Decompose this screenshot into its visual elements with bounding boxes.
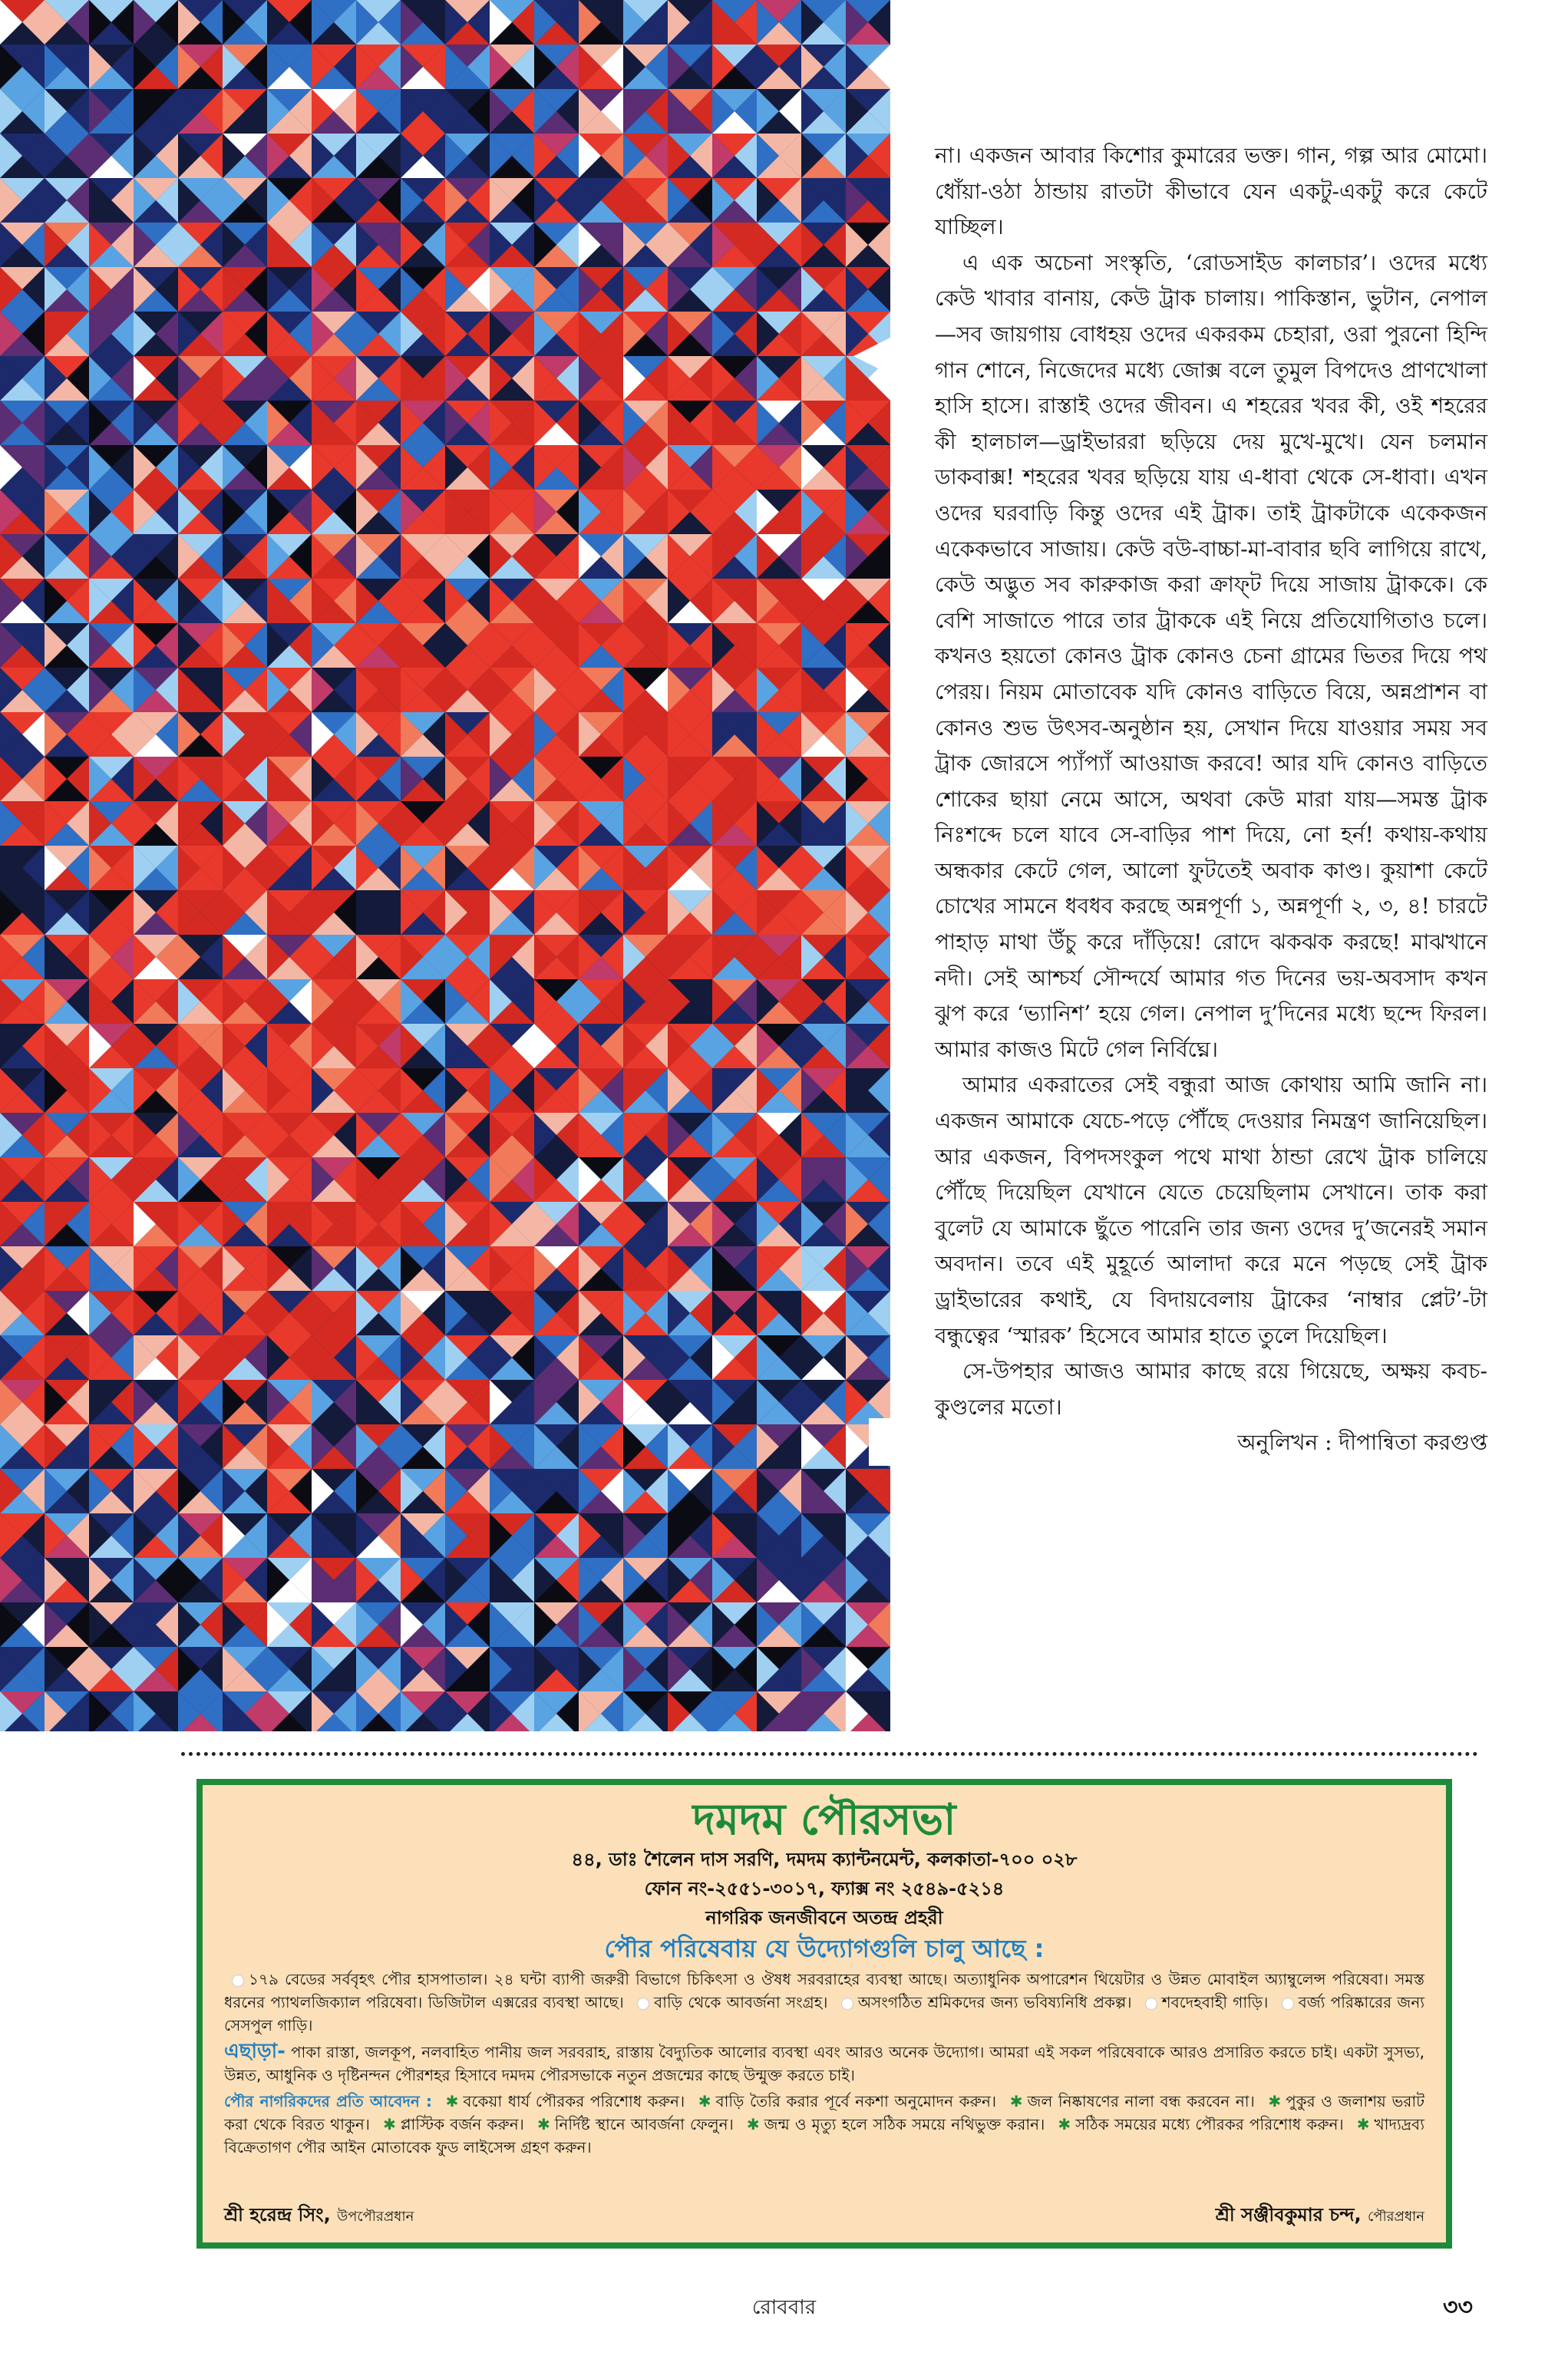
ad-title: দমদম পৌরসভা [692,1795,956,1845]
page-number: ৩৩ [1442,2294,1473,2321]
signatory-right-name: শ্রী সঞ্জীবকুমার চন্দ, [1215,2204,1362,2226]
ad-service-item: শবদেহবাহী গাড়ি। [1161,1993,1269,2011]
bullet-dot-icon [1145,1998,1157,2010]
ad-appeals [224,2090,1424,2159]
star-bullet-icon: ✱ [383,2115,396,2133]
star-bullet-icon: ✱ [536,2115,550,2133]
signatory-left [224,2201,414,2232]
ad-appeal-item: বকেয়া ধার্য পৌরকর পরিশোধ করুন। [463,2092,685,2110]
bullet-dot-icon [1282,1998,1294,2010]
ad-tagline: নাগরিক জনজীবনে অতন্দ্র প্রহরী [705,1907,943,1929]
signatory-left-name: শ্রী হরেন্দ্র সিং, [224,2204,331,2226]
star-bullet-icon: ✱ [445,2092,459,2110]
star-bullet-icon: ✱ [1009,2092,1023,2110]
ad-services-heading: পৌর পরিষেবায় যে উদ্যোগগুলি চালু আছে : [604,1934,1045,1963]
ad-besides-label: এছাড়া- [224,2040,286,2063]
ad-appeal-label: পৌর নাগরিকদের প্রতি আবেদন : [224,2092,432,2110]
ad-appeal-item: জল নিষ্কাষণের নালা বন্ধ করবেন না। [1027,2092,1255,2110]
ad-appeal-item: পুকুর ও জলাশয় ভরাট করা থেকে বিরত থাকুন। [224,2092,1425,2133]
ad-appeal-item: বাড়ি তৈরি করার পূর্বে নকশা অনুমোদন করুন। [715,2092,997,2110]
signatory-right-role: পৌরপ্রধান [1367,2209,1424,2225]
bullet-dot-icon [637,1998,649,2010]
ad-appeal-item: জন্ম ও মৃত্যু হলে সঠিক সময়ে নথিভুক্ত করান। [764,2115,1045,2133]
municipality-advertisement [196,1779,1452,2249]
star-bullet-icon: ✱ [1268,2092,1282,2110]
ad-besides [224,2040,1424,2087]
article-paragraph: আমার একরাতের সেই বন্ধুরা আজ কোথায় আমি জানি না। একজন আমাকে যেচে-পড়ে পৌঁছে দেওয়ার নিমন্ত্রণ জানিয়েছিল। আর একজন, বিপদসংকুল পথে মাথা ঠান্ডা রেখে ট্রাক চালিয়ে পৌঁছে দিয়েছিল যেখানে যেতে চেয়েছিলাম সেখানে। তাক করা বুলেট যে আমাকে ছুঁতে পারেনি তার জন্য ওদের দু’জনেরই সমান অবদান। তবে এই মুহূর্তে আলাদা করে মনে পড়ছে সেই ট্রাক ড্রাইভারের কথাই, যে বিদায়বেলায় ট্রাকের ‘নাম্বার প্লেট’-টা বন্ধুত্বের ‘স্মারক’ হিসেবে আমার হাতে তুলে দিয়েছিল। [935,1072,1487,1348]
star-bullet-icon: ✱ [1058,2115,1071,2133]
ad-besides-text: পাকা রাস্তা, জলকূপ, নলবাহিত পানীয় জল সরবরাহ, রাস্তায় বৈদ্যুতিক আলোর ব্যবস্থা এবং আরও অনেক উদ্যোগ। আমরা এই সকল পরিষেবাকে আরও প্রসারিত করতে চাই। একটা সুসভ্য, উন্নত, আধুনিক ও দৃষ্টিনন্দন পৌরশহর হিসাবে দমদম পৌরসভাকে নতুন প্রজন্মের কাছে উন্মুক্ত করতে চাই। [224,2043,1424,2084]
ad-appeal-item: সঠিক সময়ের মধ্যে পৌরকর পরিশোধ করুন। [1075,2115,1344,2133]
ad-address: ৪৪, ডাঃ শৈলেন দাস সরণি, দমদম ক্যান্টনমেন্ট, কলকাতা-৭০০ ০২৮ [571,1849,1078,1870]
ad-service-item: অসংগঠিত শ্রমিকদের জন্য ভবিষ্যনিধি প্রকল্প। [857,1993,1132,2011]
bullet-dot-icon [232,1975,244,1987]
ad-signatories [224,2201,1424,2232]
ad-service-item: বর্জ্য পরিষ্কারের জন্য সেসপুল গাড়ি। [224,1993,1425,2034]
ad-appeal-item: নির্দিষ্ট স্থানে আবর্জনা ফেলুন। [554,2115,734,2133]
bullet-dot-icon [841,1998,853,2010]
ad-phone: ফোন নং-২৫৫১-৩০১৭, ফ্যাক্স নং ২৫৪৯-৫২১৪ [644,1878,1005,1899]
signatory-right [1216,2201,1424,2232]
article-credit: অনুলিখন : দীপান্বিতা করগুপ্ত [1237,1430,1487,1456]
geometric-mosaic-illustration [0,0,890,1731]
ad-service-item: ১৭৯ বেডের সর্ববৃহৎ পৌর হাসপাতাল। ২৪ ঘন্টা ব্যাপী জরুরী বিভাগে চিকিৎসা ও ঔষধ সরবরাহের ব্যবস্থা আছে। অত্যাধুনিক অপারেশন থিয়েটার ও উন্নত মোবাইল অ্যাম্বুলেন্স পরিষেবা। সমস্ত ধরনের প্যাথলজিক্যাল পরিষেবা। ডিজিটাল এক্সরের ব্যবস্থা আছে। [224,1970,1424,2011]
magazine-name: রোববার [751,2296,817,2319]
star-bullet-icon: ✱ [746,2115,760,2133]
article-paragraph: সে-উপহার আজও আমার কাছে রয়ে গিয়েছে, অক্ষয় কবচ-কুণ্ডলের মতো। [935,1358,1487,1420]
article-paragraph: না। একজন আবার কিশোর কুমারের ভক্ত। গান, গল্প আর মোমো। ধোঁয়া-ওঠা ঠান্ডায় রাতটা কীভাবে যেন একটু-একটু করে কেটে যাচ্ছিল। [935,143,1487,240]
ad-appeal-item: প্লাস্টিক বর্জন করুন। [400,2115,524,2133]
dotted-divider [181,1752,1478,1756]
page-notch-tab [869,1418,890,1466]
ad-service-item: বাড়ি থেকে আবর্জনা সংগ্রহ। [654,1993,828,2011]
article-paragraph: এ এক অচেনা সংস্কৃতি, ‘রোডসাইড কালচার’। ওদের মধ্যে কেউ খাবার বানায়, কেউ ট্রাক চালায়। পাকিস্তান, ভুটান, নেপাল—সব জায়গায় বোধহয় ওদের একরকম চেহারা, ওরা পুরনো হিন্দি গান শোনে, নিজেদের মধ্যে জোক্স বলে তুমুল বিপদেও প্রাণখোলা হাসি হাসে। রাস্তাই ওদের জীবন। এ শহরের খবর কী, ওই শহরের কী হালচাল—ড্রাইভাররা ছড়িয়ে দেয় মুখে-মুখে। যেন চলমান ডাকবাক্স! শহরের খবর ছড়িয়ে যায় এ-ধাবা থেকে সে-ধাবা। এখন ওদের ঘরবাড়ি কিন্তু ওদের এই ট্রাক। তাই ট্রাকটাকে একেকজন একেকভাবে সাজায়। কেউ বউ-বাচ্চা-মা-বাবার ছবি লাগিয়ে রাখে, কেউ অদ্ভুত সব কারুকাজ করা ক্রাফ্‌ট দিয়ে সাজায় ট্রাককে। কে বেশি সাজাতে পারে তার ট্রাককে এই নিয়ে প্রতিযোগিতাও চলে। কখনও হয়তো কোনও ট্রাক কোনও চেনা গ্রামের ভিতর দিয়ে পথ পেরয়। নিয়ম মোতাবেক যদি কোনও বাড়িতে বিয়ে, অন্নপ্রাশন বা কোনও শুভ উৎসব-অনুষ্ঠান হয়, সেখান দিয়ে যাওয়ার সময় সব ট্রাক জোরসে প্যাঁপ্যাঁ আওয়াজ করবে! আর যদি কোনও বাড়িতে শোকের ছায়া নেমে আসে, অথবা কেউ মারা যায়—সমস্ত ট্রাক নিঃশব্দে চলে যাবে সে-বাড়ির পাশ দিয়ে, নো হর্ন! কথায়-কথায় অন্ধকার কেটে গেল, আলো ফুটতেই অবাক কাণ্ড। কুয়াশা কেটে চোখের সামনে ধবধব করছে অন্নপূর্ণা ১, অন্নপূর্ণা ২, ৩, ৪! চারটে পাহাড় মাথা উঁচু করে দাঁড়িয়ে! রোদে ঝকঝক করছে! মাঝখানে নদী। সেই আশ্চর্য সৌন্দর্যে আমার গত দিনের ভয়-অবসাদ কখন ঝুপ করে ‘ভ্যানিশ’ হয়ে গেল। নেপাল দু’দিনের মধ্যে ছন্দে ফিরল। আমার কাজও মিটে গেল নির্বিঘ্নে। [935,249,1487,1062]
star-bullet-icon: ✱ [1356,2115,1370,2133]
page-notch-arrow [853,338,890,375]
article-body [935,138,1487,1461]
ad-services-list [224,1968,1424,2037]
ad-appeal-item: খাদ্যদ্রব্য বিক্রেতাগণ পৌর আইন মোতাবেক ফুড লাইসেন্স গ্রহণ করুন। [224,2115,1424,2156]
signatory-left-role: উপপৌরপ্রধান [337,2209,414,2225]
star-bullet-icon: ✱ [698,2092,711,2110]
